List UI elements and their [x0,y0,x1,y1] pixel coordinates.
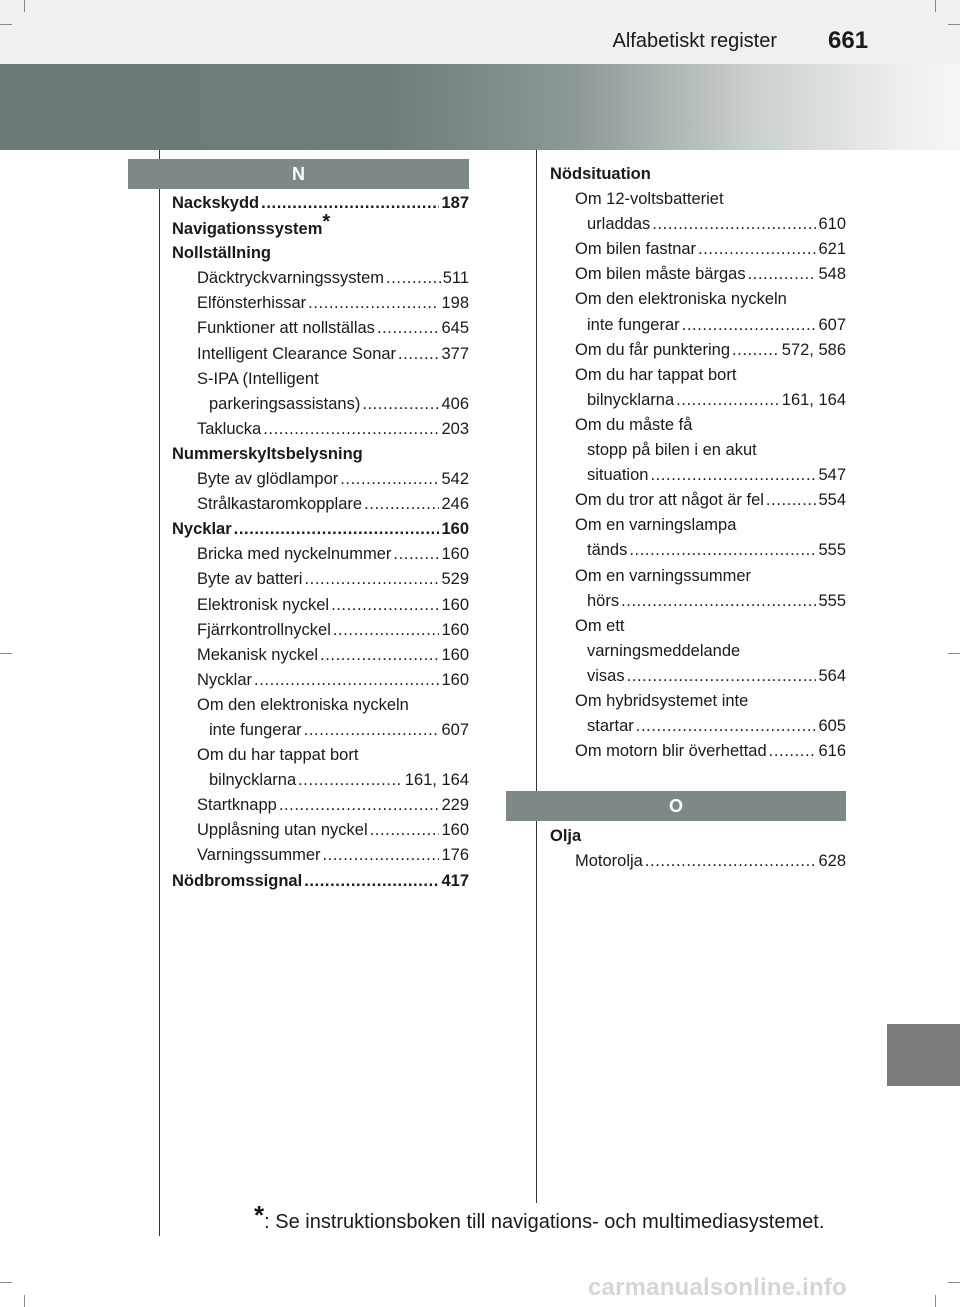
entry-label: Olja [550,827,582,845]
entry-page-number: 160 [441,620,469,639]
entry-label: Om du har tappat bort [575,365,737,384]
entry-label: Om ett [575,616,625,635]
index-entry [172,291,469,316]
footnote [254,1200,825,1235]
dot-leader [320,643,439,668]
index-entry [172,768,469,793]
entry-label: parkeringsassistans) [209,394,361,413]
letter-header-o: O [506,791,846,821]
index-entry [172,843,469,868]
entry-page-number: 160 [441,821,469,840]
index-entry [550,413,846,438]
watermark: carmanualsonline.info [588,1274,847,1301]
index-entry [550,363,846,388]
entry-label: bilnycklarna [209,771,297,790]
index-entry [550,187,846,212]
entry-page-number: 161, 164 [781,390,846,409]
index-entry [550,463,846,488]
entry-label: Om 12-voltsbatteriet [575,190,724,209]
dot-leader [362,392,439,417]
dot-leader [636,714,817,739]
footnote-mark: * [322,211,331,234]
dot-leader [627,664,817,689]
index-entry [172,442,469,467]
entry-page-number: 417 [441,871,469,890]
entry-label: Navigationssystem [172,220,323,239]
entry-label: bilnycklarna [587,390,675,409]
section-title: Alfabetiskt register [612,30,777,52]
index-entry [172,417,469,442]
dot-leader [370,818,440,843]
index-entry [550,689,846,714]
entry-label: inte fungerar [587,315,680,334]
entry-page-number: 160 [441,670,469,689]
dot-leader [377,316,440,341]
entry-page-number: 529 [441,570,469,589]
dot-leader [652,212,816,237]
entry-label: Funktioner att nollställas [197,319,375,338]
index-entry [550,589,846,614]
entry-label: Nödbromssignal [172,871,303,890]
entry-label: Mekanisk nyckel [197,645,319,664]
dot-leader [333,618,440,643]
entry-label: Upplåsning utan nyckel [197,821,368,840]
entry-page-number: 645 [441,319,469,338]
entry-label: Fjärrkontrollnyckel [197,620,331,639]
dot-leader [621,589,816,614]
entry-page-number: 554 [818,491,846,510]
entry-label: Nycklar [172,520,232,539]
index-entry [550,488,846,513]
entry-page-number: 547 [818,466,846,485]
dot-leader [393,542,439,567]
entry-label: Om du får punktering [575,340,730,359]
entry-page-number: 160 [441,645,469,664]
entry-page-number: 203 [441,419,469,438]
index-entry [172,718,469,743]
index-entry [172,793,469,818]
letter-header-n: N [128,159,469,189]
entry-label: Bricka med nyckelnummer [197,545,392,564]
entry-label: Motorolja [575,852,643,871]
entry-page-number: 246 [441,495,469,514]
dot-leader [386,266,441,291]
index-entry [172,316,469,341]
entry-label: Däcktryckvarningssystem [197,269,385,288]
index-entry [550,212,846,237]
page-number: 661 [828,27,869,54]
dot-leader [304,718,440,743]
index-entry [172,367,469,392]
header-strip [0,0,960,64]
dot-leader [769,739,817,764]
index-entry [550,824,846,849]
index-entry [172,467,469,492]
entry-page-number: 572, 586 [781,340,846,359]
dot-leader [398,342,439,367]
dot-leader [261,191,439,216]
entry-page-number: 610 [818,215,846,234]
footnote-text: : Se instruktionsboken till navigations- och multimediasystemet. [264,1211,825,1233]
entry-label: Om motorn blir överhettad [575,742,767,761]
index-entry [172,266,469,291]
dot-leader [682,313,817,338]
index-entry [550,338,846,363]
entry-page-number: 621 [818,240,846,259]
entry-page-number: 161, 164 [404,771,469,790]
index-entry [550,237,846,262]
entry-label: Strålkastaromkopplare [197,495,363,514]
entry-page-number: 198 [441,294,469,313]
entry-label: Nödsituation [550,165,651,183]
footnote-mark: * [254,1200,265,1230]
column-rule-middle [536,150,537,1203]
dot-leader [676,388,780,413]
entry-page-number: 555 [818,541,846,560]
index-entry [550,614,846,639]
entry-label: Varningssummer [197,846,321,865]
dot-leader [322,843,439,868]
index-column-n-continued [550,162,846,764]
entry-page-number: 160 [441,520,469,539]
entry-page-number: 607 [441,720,469,739]
dot-leader [732,338,780,363]
entry-page-number: 511 [442,269,469,288]
crop-mark [948,653,960,654]
entry-label: Om en varningslampa [575,516,737,535]
index-entry [172,542,469,567]
entry-page-number: 605 [818,717,846,736]
dot-leader [645,849,817,874]
entry-label: stopp på bilen i en akut [587,441,757,460]
entry-label: Nycklar [197,670,253,689]
index-entry [172,693,469,718]
entry-page-number: 564 [818,666,846,685]
index-entry [172,643,469,668]
entry-label: Byte av glödlampor [197,470,339,489]
entry-label: visas [587,666,625,685]
entry-page-number: 616 [818,742,846,761]
entry-label: Om bilen fastnar [575,240,697,259]
entry-label: hörs [587,591,620,610]
index-entry [172,618,469,643]
index-entry [172,492,469,517]
index-entry [550,438,846,463]
crop-mark [24,1295,25,1307]
dot-leader [629,538,816,563]
dot-leader [340,467,439,492]
index-entry [172,392,469,417]
index-thumb-tab [887,1024,960,1086]
entry-label: Nackskydd [172,194,260,212]
crop-mark [935,1295,936,1307]
entry-label: urladdas [587,215,651,234]
dot-leader [364,492,439,517]
crop-mark [0,1282,12,1283]
index-entry [172,342,469,367]
entry-page-number: 176 [441,846,469,865]
index-entry [550,639,846,664]
dot-leader [766,488,817,513]
column-rule-left [159,150,160,1236]
index-entry [550,388,846,413]
entry-label: Om bilen måste bärgas [575,265,746,284]
index-entry [172,593,469,618]
index-entry [550,849,846,874]
dot-leader [298,768,403,793]
dot-leader [748,262,817,287]
index-entry [550,262,846,287]
entry-label: Om den elektroniska nyckeln [197,695,409,714]
entry-label: Om hybridsystemet inte [575,691,749,710]
entry-label: inte fungerar [209,720,302,739]
crop-mark [948,24,960,25]
entry-page-number: 377 [441,344,469,363]
index-entry [550,538,846,563]
dot-leader [254,668,439,693]
index-entry [172,869,469,894]
index-entry [172,668,469,693]
index-entry [172,211,469,241]
dot-leader [308,291,439,316]
index-entry [172,517,469,542]
index-entry [550,287,846,312]
entry-page-number: 542 [441,470,469,489]
index-entry [550,664,846,689]
entry-label: S-IPA (Intelligent [197,369,319,388]
entry-label: varningsmeddelande [587,641,741,660]
entry-label: Taklucka [197,419,262,438]
dot-leader [331,593,439,618]
crop-mark [0,24,12,25]
entry-label: Om du har tappat bort [197,746,359,765]
dot-leader [304,567,439,592]
entry-label: Byte av batteri [197,570,303,589]
entry-label: Nollställning [172,244,271,263]
entry-label: Startknapp [197,796,277,815]
index-entry [172,567,469,592]
dot-leader [263,417,439,442]
index-entry [172,743,469,768]
crop-mark [948,1282,960,1283]
entry-page-number: 548 [818,265,846,284]
dot-leader [234,517,440,542]
entry-page-number: 187 [441,194,469,212]
entry-label: situation [587,466,649,485]
index-entry [172,191,469,216]
header-banner [0,64,960,150]
crop-mark [0,653,12,654]
entry-label: tänds [587,541,628,560]
entry-page-number: 160 [441,595,469,614]
dot-leader [698,237,816,262]
index-entry [172,241,469,266]
entry-label: Om du måste få [575,415,693,434]
index-column-n [172,191,469,894]
entry-label: startar [587,717,634,736]
entry-label: Om den elektroniska nyckeln [575,290,787,309]
crop-mark [24,0,25,12]
index-column-o [550,824,846,874]
entry-label: Intelligent Clearance Sonar [197,344,397,363]
index-entry [550,313,846,338]
dot-leader [650,463,816,488]
entry-page-number: 160 [441,545,469,564]
entry-page-number: 555 [818,591,846,610]
entry-page-number: 607 [818,315,846,334]
index-entry [550,513,846,538]
entry-page-number: 406 [441,394,469,413]
dot-leader [279,793,440,818]
index-entry [550,714,846,739]
crop-mark [935,0,936,12]
index-entry [172,818,469,843]
entry-label: Om du tror att något är fel [575,491,764,510]
index-entry [550,162,846,187]
entry-label: Om en varningssummer [575,566,752,585]
entry-label: Elektronisk nyckel [197,595,330,614]
index-entry [550,564,846,589]
entry-page-number: 229 [441,796,469,815]
entry-label: Elfönsterhissar [197,294,307,313]
dot-leader [304,869,439,894]
entry-page-number: 628 [818,852,846,871]
index-entry [550,739,846,764]
entry-label: Nummerskyltsbelysning [172,444,363,463]
